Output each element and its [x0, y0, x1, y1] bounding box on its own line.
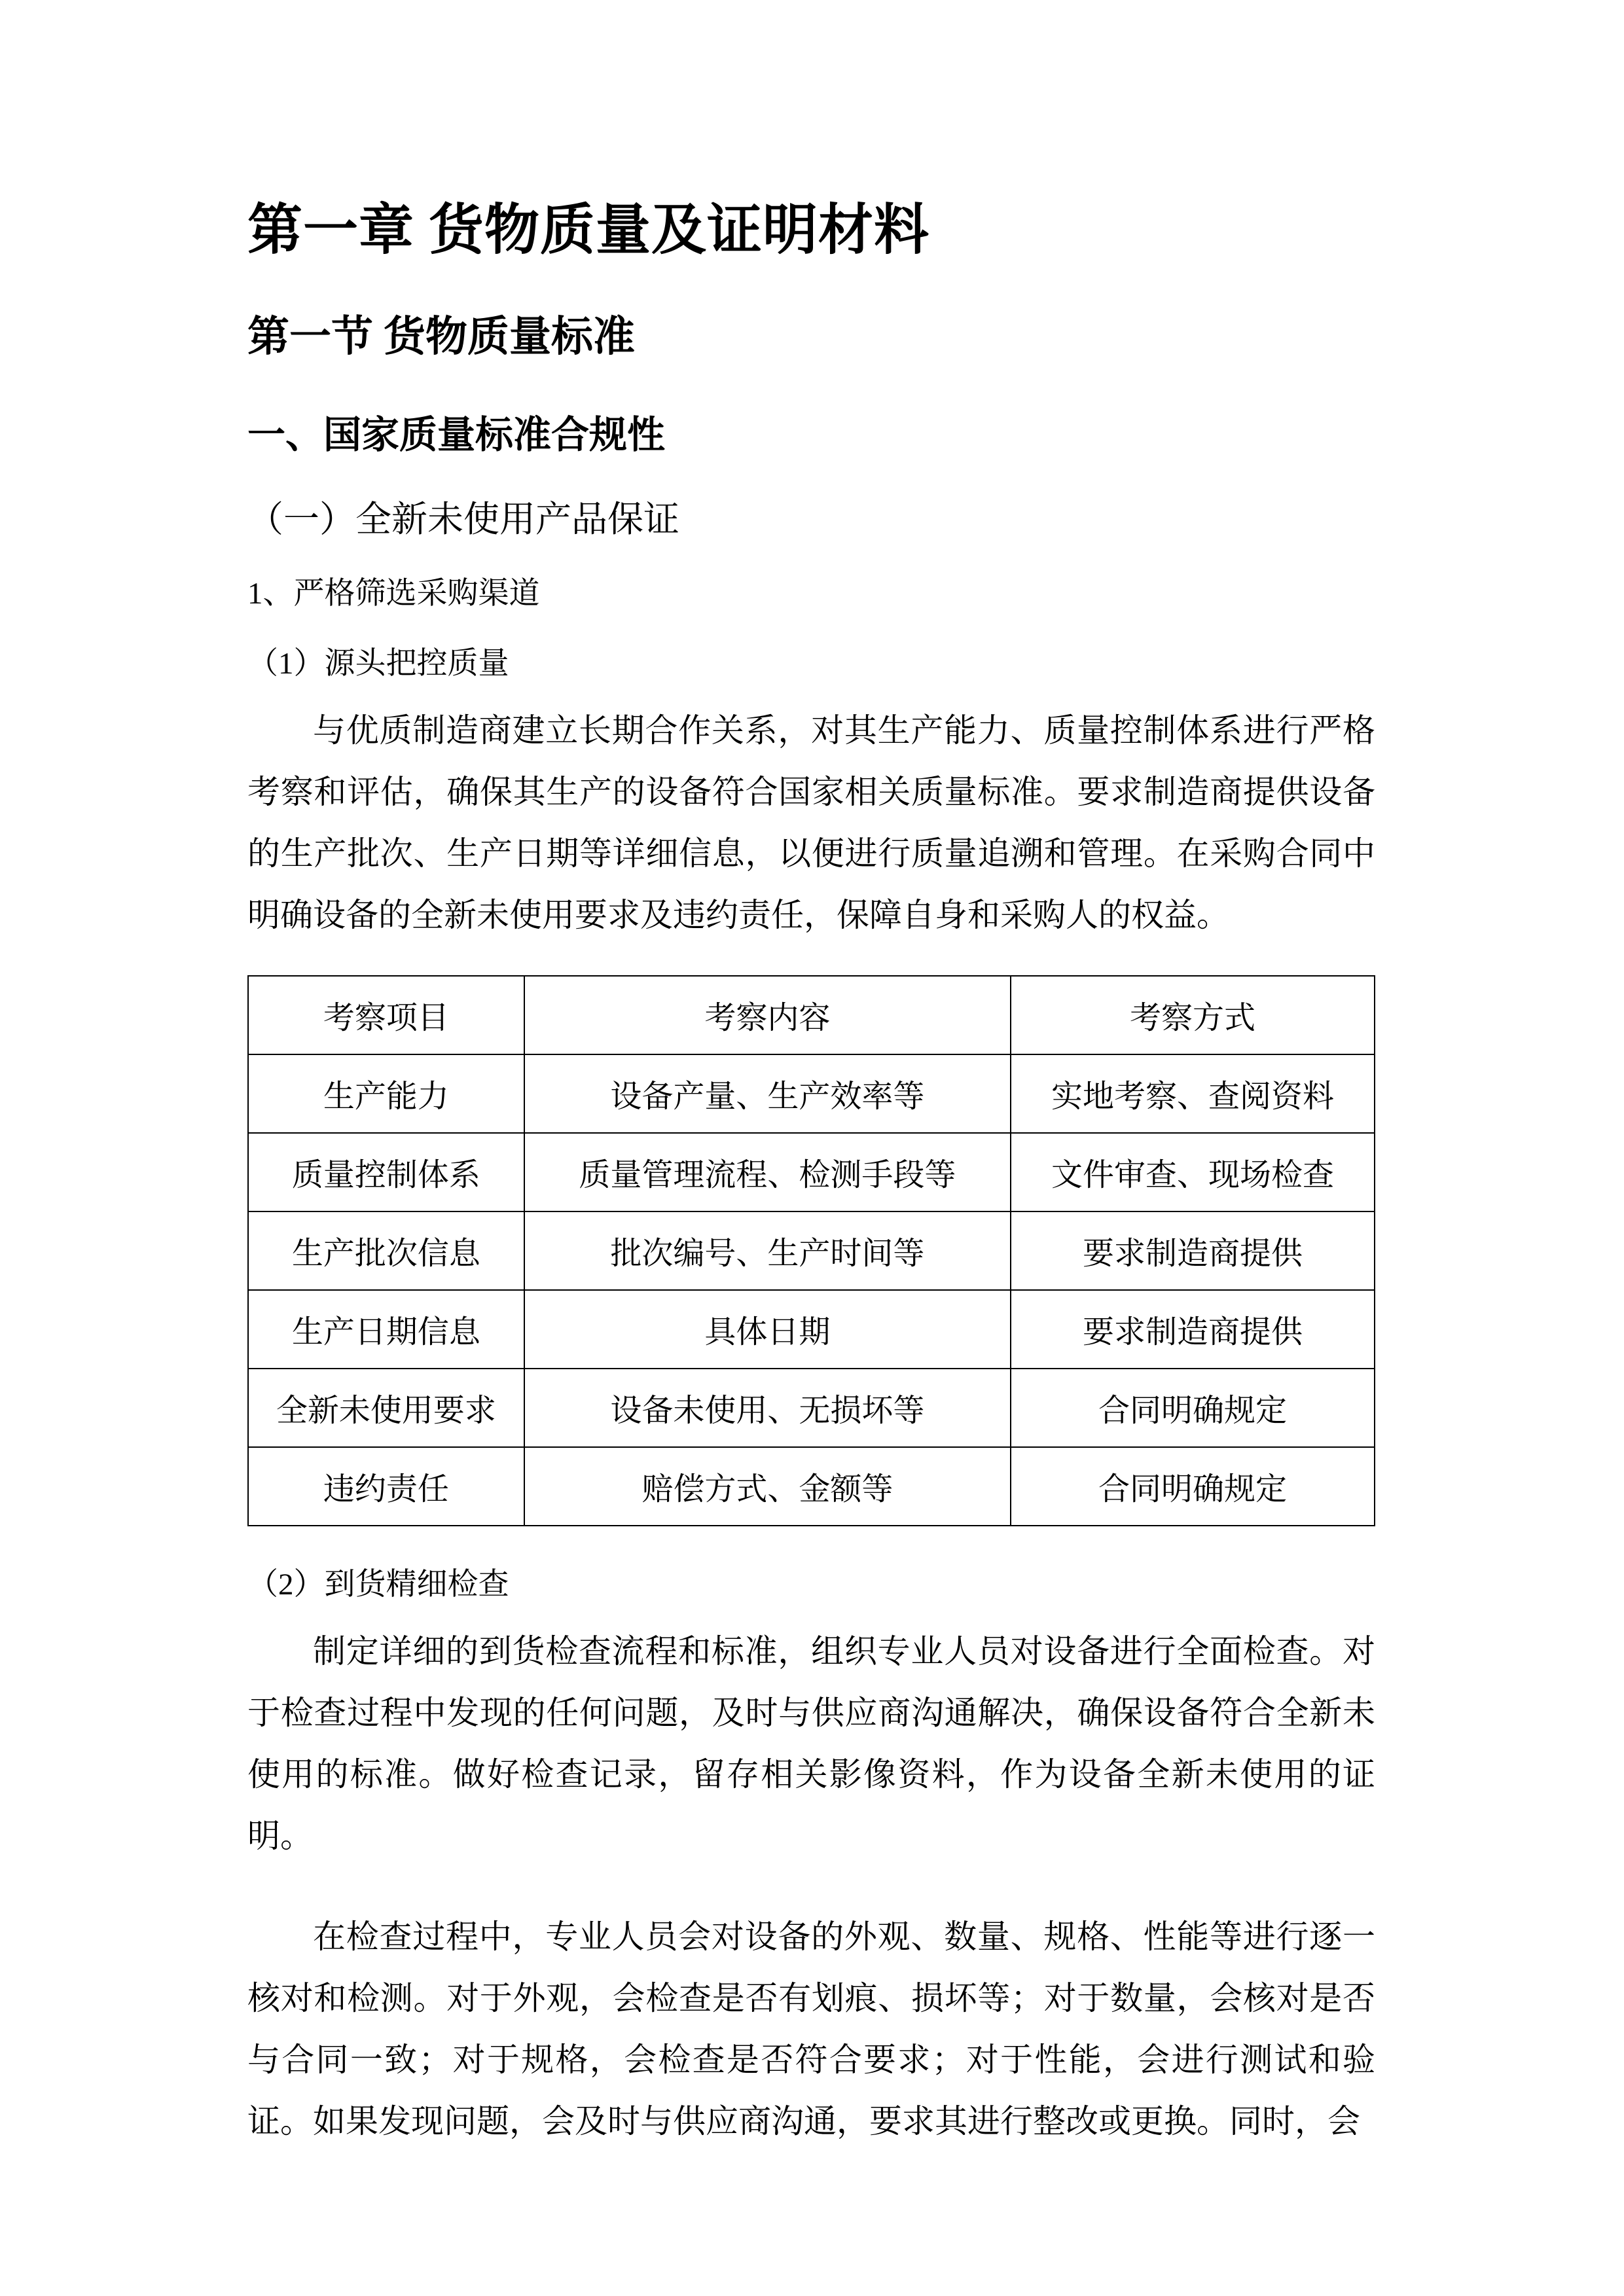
table-cell: 合同明确规定	[1011, 1447, 1375, 1526]
table-cell: 赔偿方式、金额等	[524, 1447, 1011, 1526]
table-row	[248, 1211, 1375, 1290]
table-cell: 质量管理流程、检测手段等	[524, 1133, 1011, 1211]
paragraph-procurement: 与优质制造商建立长期合作关系，对其生产能力、质量控制体系进行严格考察和评估，确保其生产的设备符合国家相关质量标准。要求制造商提供设备的生产批次、生产日期等详细信息，以便进行质量追溯和管理。在采购合同中明确设备的全新未使用要求及违约责任，保障自身和采购人的权益。	[247, 711, 1375, 933]
paragraph-arrival-inspection: 制定详细的到货检查流程和标准，组织专业人员对设备进行全面检查。对于检查过程中发现的任何问题，及时与供应商沟通解决，确保设备符合全新未使用的标准。做好检查记录，留存相关影像资料，作为设备全新未使用的证明。	[247, 1632, 1375, 1854]
heading-level-2: （一）全新未使用产品保证	[247, 499, 680, 539]
table-row	[248, 1290, 1375, 1369]
heading-level-1: 一、国家质量标准合规性	[247, 414, 666, 456]
table-cell: 要求制造商提供	[1011, 1211, 1375, 1290]
heading-level-4: （1）源头把控质量	[247, 647, 509, 681]
table-cell: 全新未使用要求	[248, 1369, 524, 1447]
table-cell: 合同明确规定	[1011, 1369, 1375, 1447]
heading-level-3: 1、严格筛选采购渠道	[247, 577, 540, 611]
heading-level-5: （2）到货精细检查	[247, 1567, 509, 1602]
section-title: 第一节 货物质量标准	[247, 314, 635, 360]
table-row	[248, 1369, 1375, 1447]
table-cell: 具体日期	[524, 1290, 1011, 1369]
table-header-item: 考察项目	[248, 976, 524, 1054]
table-row	[248, 1054, 1375, 1133]
table-cell: 生产能力	[248, 1054, 524, 1133]
table-cell: 生产日期信息	[248, 1290, 524, 1369]
table-cell: 文件审查、现场检查	[1011, 1133, 1375, 1211]
table-cell: 要求制造商提供	[1011, 1290, 1375, 1369]
table-cell: 批次编号、生产时间等	[524, 1211, 1011, 1290]
table-header-method: 考察方式	[1011, 976, 1375, 1054]
table-header-content: 考察内容	[524, 976, 1011, 1054]
table-header-row	[248, 976, 1375, 1054]
table-row	[248, 1447, 1375, 1526]
table-cell: 生产批次信息	[248, 1211, 524, 1290]
table-cell: 设备产量、生产效率等	[524, 1054, 1011, 1133]
table-cell: 违约责任	[248, 1447, 524, 1526]
inspection-table	[247, 975, 1375, 1526]
table-cell: 实地考察、查阅资料	[1011, 1054, 1375, 1133]
chapter-title: 第一章 货物质量及证明材料	[247, 200, 930, 261]
table-cell: 设备未使用、无损坏等	[524, 1369, 1011, 1447]
paragraph-inspection-process: 在检查过程中，专业人员会对设备的外观、数量、规格、性能等进行逐一核对和检测。对于外观，会检查是否有划痕、损坏等；对于数量，会核对是否与合同一致；对于规格，会检查是否符合要求；对于性能，会进行测试和验证。如果发现问题，会及时与供应商沟通，要求其进行整改或更换。同时，会	[247, 1918, 1375, 2140]
table-cell: 质量控制体系	[248, 1133, 524, 1211]
table-row	[248, 1133, 1375, 1211]
